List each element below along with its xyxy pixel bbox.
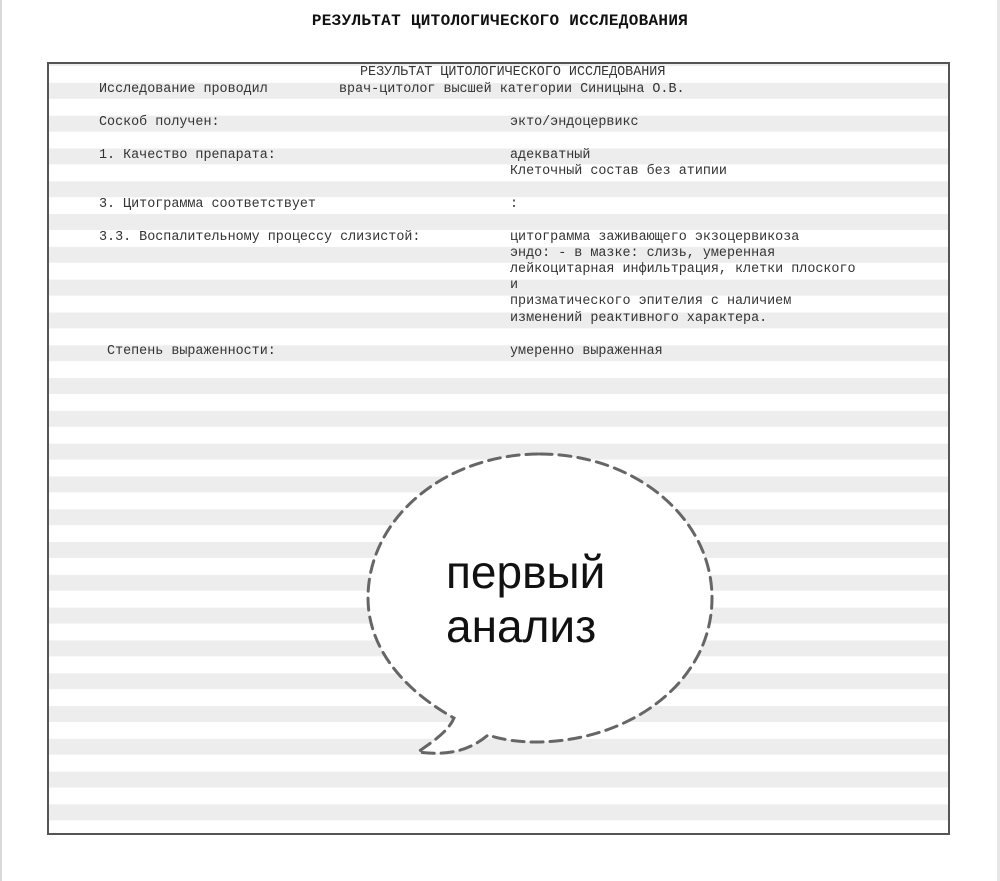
row-label-severity: Степень выраженности:	[99, 344, 276, 359]
bubble-line-1: первый	[446, 546, 606, 598]
row-value-inflammation-3: лейкоцитарная инфильтрация, клетки плоского	[510, 262, 856, 277]
row-value-severity: умеренно выраженная	[510, 344, 663, 359]
bubble-line-2: анализ	[446, 600, 597, 652]
document-title: РЕЗУЛЬТАТ ЦИТОЛОГИЧЕСКОГО ИССЛЕДОВАНИЯ	[311, 12, 689, 30]
row-value-inflammation-1: цитограмма заживающего экзоцервикоза	[510, 230, 800, 245]
row-value-cytogram: :	[510, 197, 519, 212]
row-value-quality-2: Клеточный состав без атипии	[510, 164, 727, 179]
performed-by-label: Исследование проводил	[99, 82, 268, 97]
row-value-specimen: экто/эндоцервикс	[510, 115, 639, 130]
row-value-inflammation-4: и	[510, 278, 519, 293]
row-label-specimen: Соскоб получен:	[99, 115, 220, 130]
row-label-cytogram: 3. Цитограмма соответствует	[99, 197, 316, 212]
report-header: РЕЗУЛЬТАТ ЦИТОЛОГИЧЕСКОГО ИССЛЕДОВАНИЯ	[360, 65, 666, 80]
row-value-inflammation-6: изменений реактивного характера.	[510, 311, 768, 326]
page-edge-left	[0, 0, 2, 881]
row-value-quality: адекватный	[510, 148, 591, 163]
performed-by-value: врач-цитолог высшей категории Синицына О.В.	[339, 82, 685, 97]
row-label-quality: 1. Качество препарата:	[99, 148, 276, 163]
row-label-inflammation: 3.3. Воспалительному процессу слизистой:	[99, 230, 421, 245]
bubble-text	[446, 545, 605, 653]
row-value-inflammation-5: призматического эпителия с наличием	[510, 294, 792, 309]
row-value-inflammation-2: эндо: - в мазке: слизь, умеренная	[510, 246, 776, 261]
